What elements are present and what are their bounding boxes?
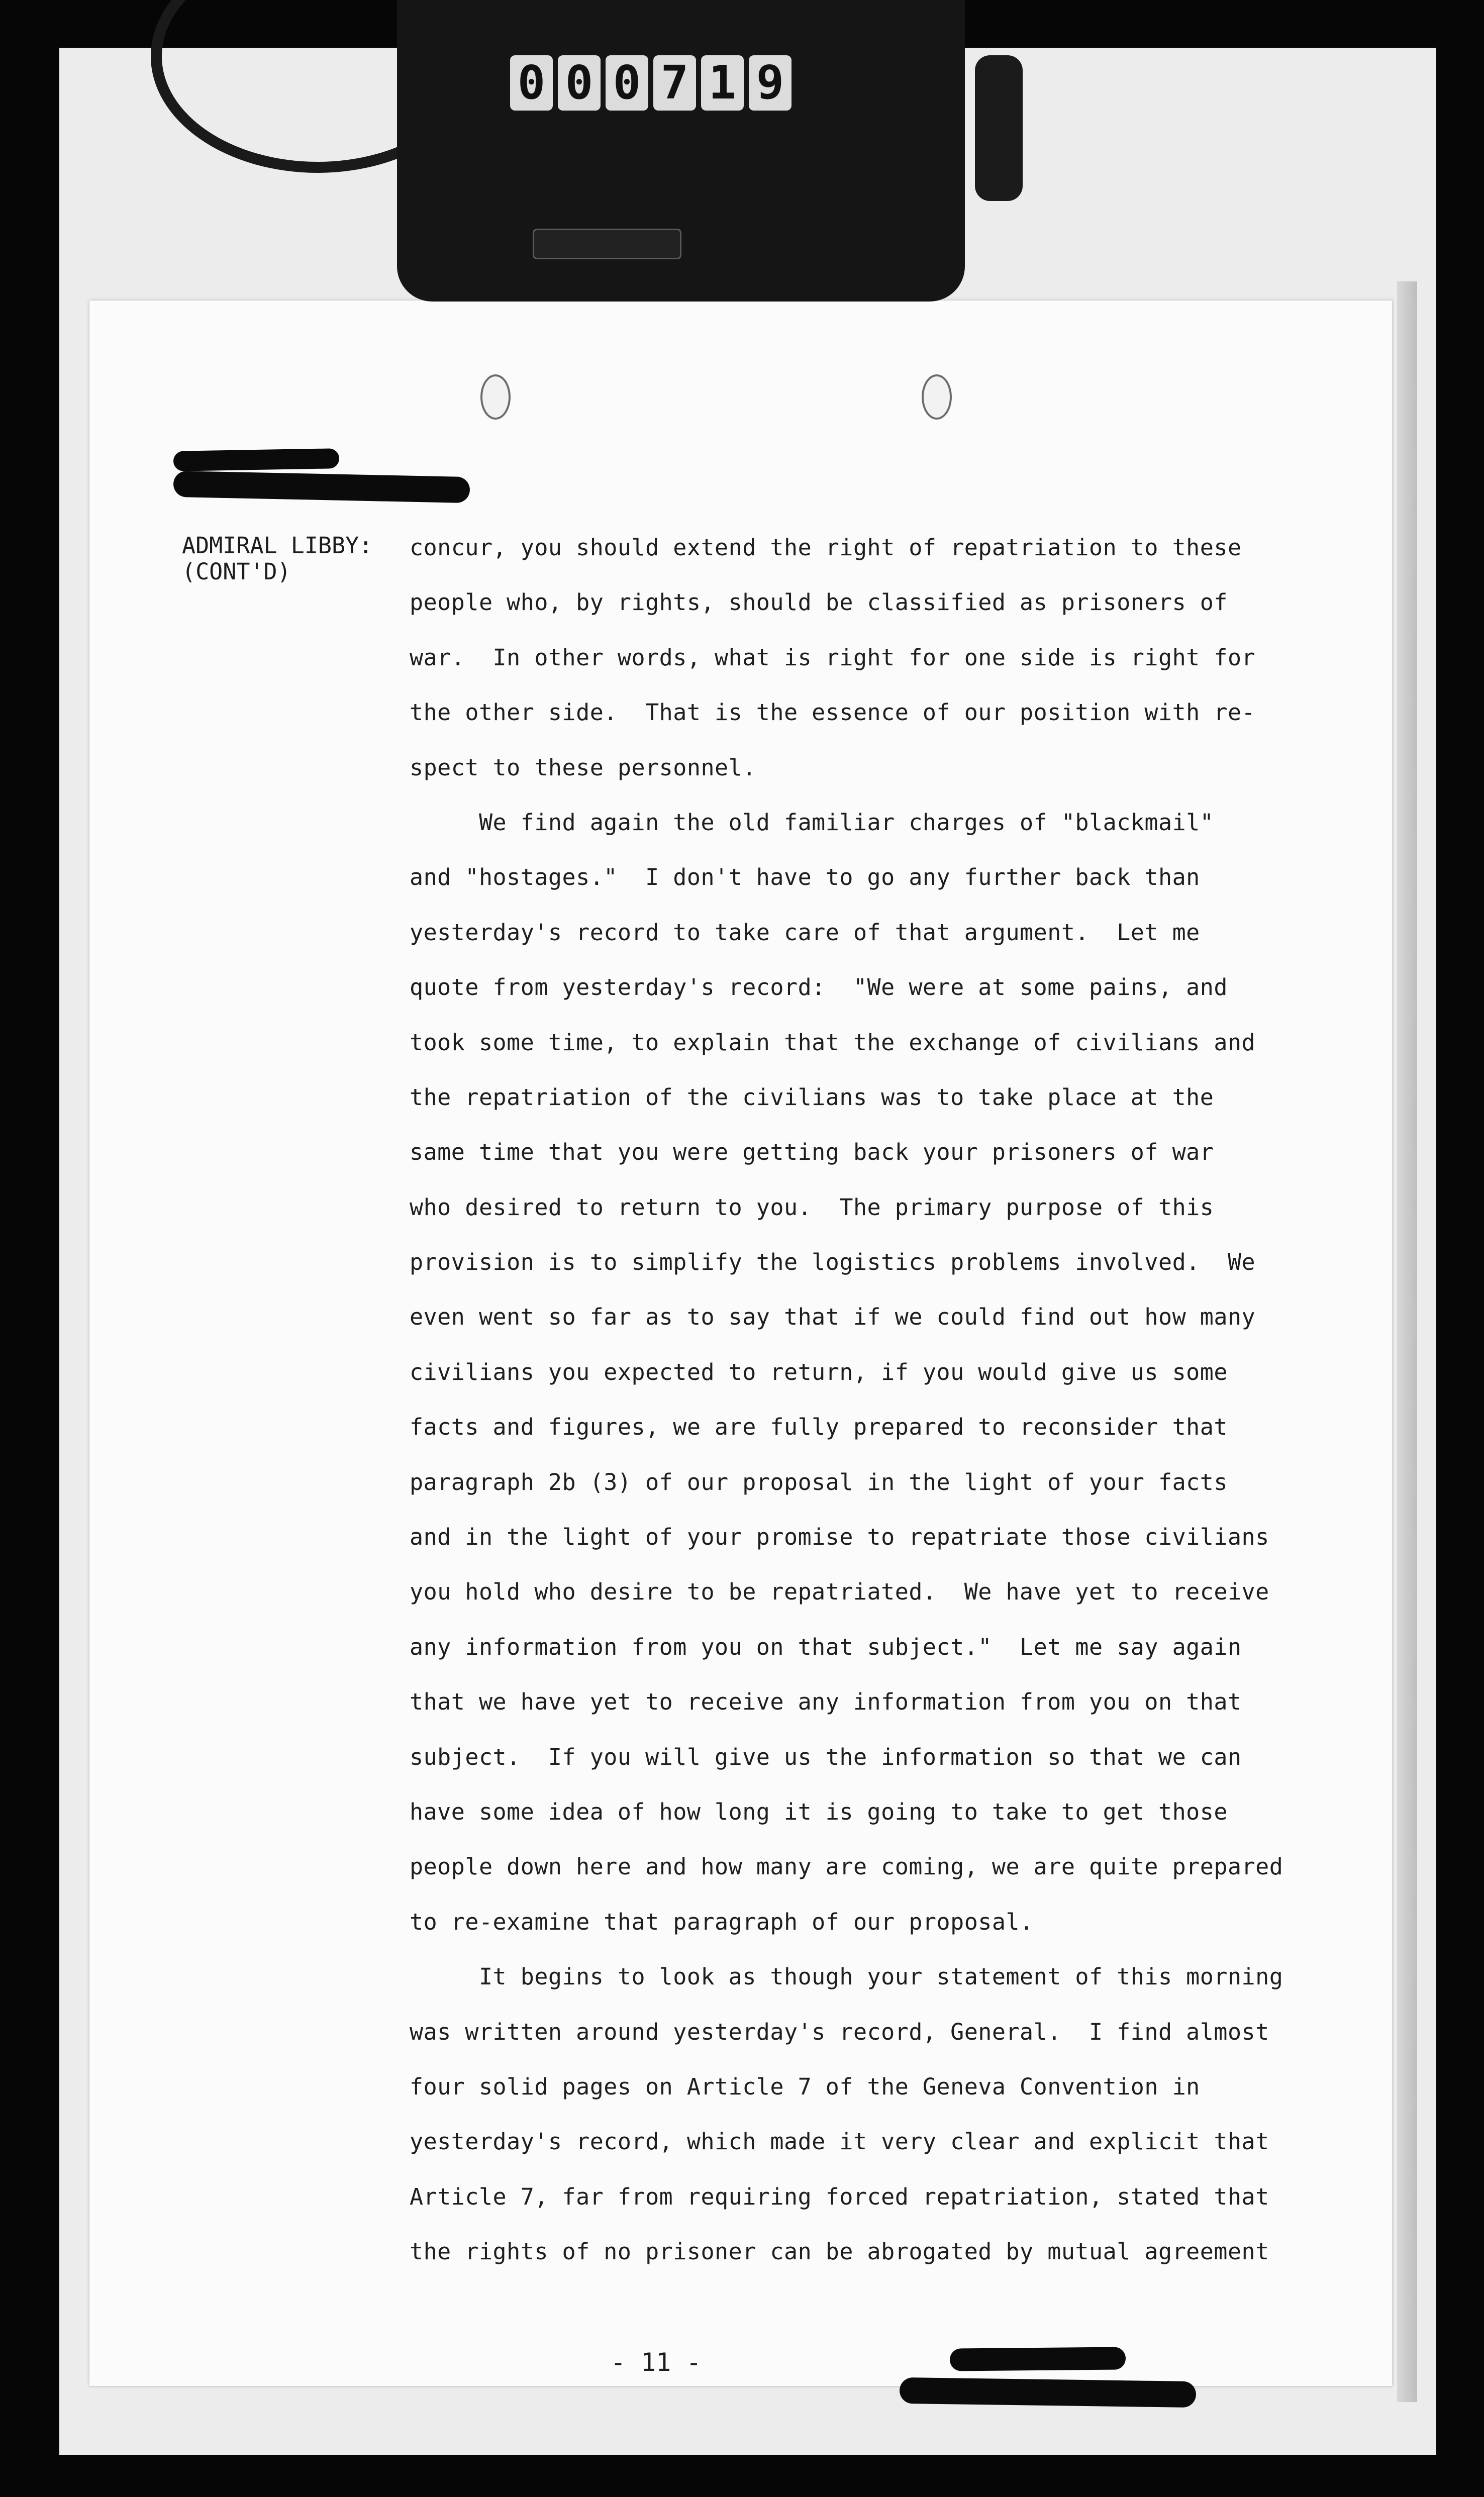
text-line: you hold who desire to be repatriated. We have yet to receive bbox=[410, 1578, 1269, 1606]
text-line: and "hostages." I don't have to go any further back than bbox=[410, 864, 1200, 891]
text-line: people who, by rights, should be classified as prisoners of bbox=[410, 589, 1228, 616]
text-line: yesterday's record to take care of that argument. Let me bbox=[410, 919, 1200, 946]
counter-digit: 0 bbox=[606, 55, 648, 111]
redaction-mark bbox=[173, 448, 340, 471]
counter-digit: 0 bbox=[510, 55, 553, 111]
text-line: It begins to look as though your statement of this morning bbox=[410, 1963, 1283, 1990]
redaction-mark bbox=[950, 2347, 1126, 2371]
text-line: spect to these personnel. bbox=[410, 754, 756, 781]
counter-digit: 9 bbox=[749, 55, 792, 111]
text-line: subject. If you will give us the information so that we can bbox=[410, 1743, 1242, 1770]
text-line: people down here and how many are coming, we are quite prepared bbox=[410, 1853, 1283, 1880]
speaker-name: ADMIRAL LIBBY: bbox=[182, 532, 373, 559]
text-line: the repatriation of the civilians was to take place at the bbox=[410, 1083, 1214, 1111]
page-number: - 11 - bbox=[611, 2348, 702, 2377]
counter-digit: 1 bbox=[701, 55, 744, 111]
transcript-body bbox=[410, 530, 1284, 2289]
text-line: who desired to return to you. The primary purpose of this bbox=[410, 1193, 1214, 1221]
text-line: yesterday's record, which made it very clear and explicit that bbox=[410, 2128, 1269, 2155]
speaker-continued: (CONT'D) bbox=[182, 558, 291, 585]
text-line: We find again the old familiar charges of "blackmail" bbox=[410, 809, 1214, 836]
text-line: to re-examine that paragraph of our proposal. bbox=[410, 1908, 1034, 1935]
backing-shadow bbox=[1397, 281, 1417, 2402]
text-line: facts and figures, we are fully prepared to reconsider that bbox=[410, 1414, 1228, 1441]
text-line: that we have yet to receive any information from you on that bbox=[410, 1688, 1242, 1716]
text-line: same time that you were getting back your prisoners of war bbox=[410, 1139, 1214, 1166]
frame-counter-digits bbox=[510, 55, 792, 111]
redaction-mark bbox=[900, 2377, 1197, 2408]
text-line: the rights of no prisoner can be abrogated by mutual agreement bbox=[410, 2238, 1269, 2265]
punch-hole bbox=[480, 374, 511, 420]
text-line: quote from yesterday's record: "We were at some pains, and bbox=[410, 974, 1228, 1001]
counter-knob bbox=[975, 55, 1023, 201]
text-line: took some time, to explain that the exchange of civilians and bbox=[410, 1029, 1256, 1056]
text-line: provision is to simplify the logistics problems involved. We bbox=[410, 1249, 1256, 1276]
counter-digit: 7 bbox=[653, 55, 696, 111]
text-line: have some idea of how long it is going to take to get those bbox=[410, 1798, 1228, 1825]
text-line: even went so far as to say that if we could find out how many bbox=[410, 1304, 1256, 1331]
text-line: and in the light of your promise to repatriate those civilians bbox=[410, 1524, 1269, 1551]
speaker-label bbox=[182, 533, 372, 585]
text-line: any information from you on that subject." Let me say again bbox=[410, 1633, 1242, 1660]
text-line: civilians you expected to return, if you would give us some bbox=[410, 1358, 1228, 1385]
counter-slot bbox=[533, 229, 681, 259]
text-line: four solid pages on Article 7 of the Geneva Convention in bbox=[410, 2073, 1200, 2100]
counter-digit: 0 bbox=[558, 55, 601, 111]
text-line: Article 7, far from requiring forced repatriation, stated that bbox=[410, 2183, 1269, 2210]
punch-hole bbox=[922, 374, 952, 420]
text-line: was written around yesterday's record, General. I find almost bbox=[410, 2018, 1269, 2045]
text-line: war. In other words, what is right for one side is right for bbox=[410, 644, 1256, 671]
text-line: paragraph 2b (3) of our proposal in the light of your facts bbox=[410, 1468, 1228, 1495]
text-line: the other side. That is the essence of our position with re- bbox=[410, 699, 1256, 726]
text-line: concur, you should extend the right of repatriation to these bbox=[410, 534, 1242, 561]
